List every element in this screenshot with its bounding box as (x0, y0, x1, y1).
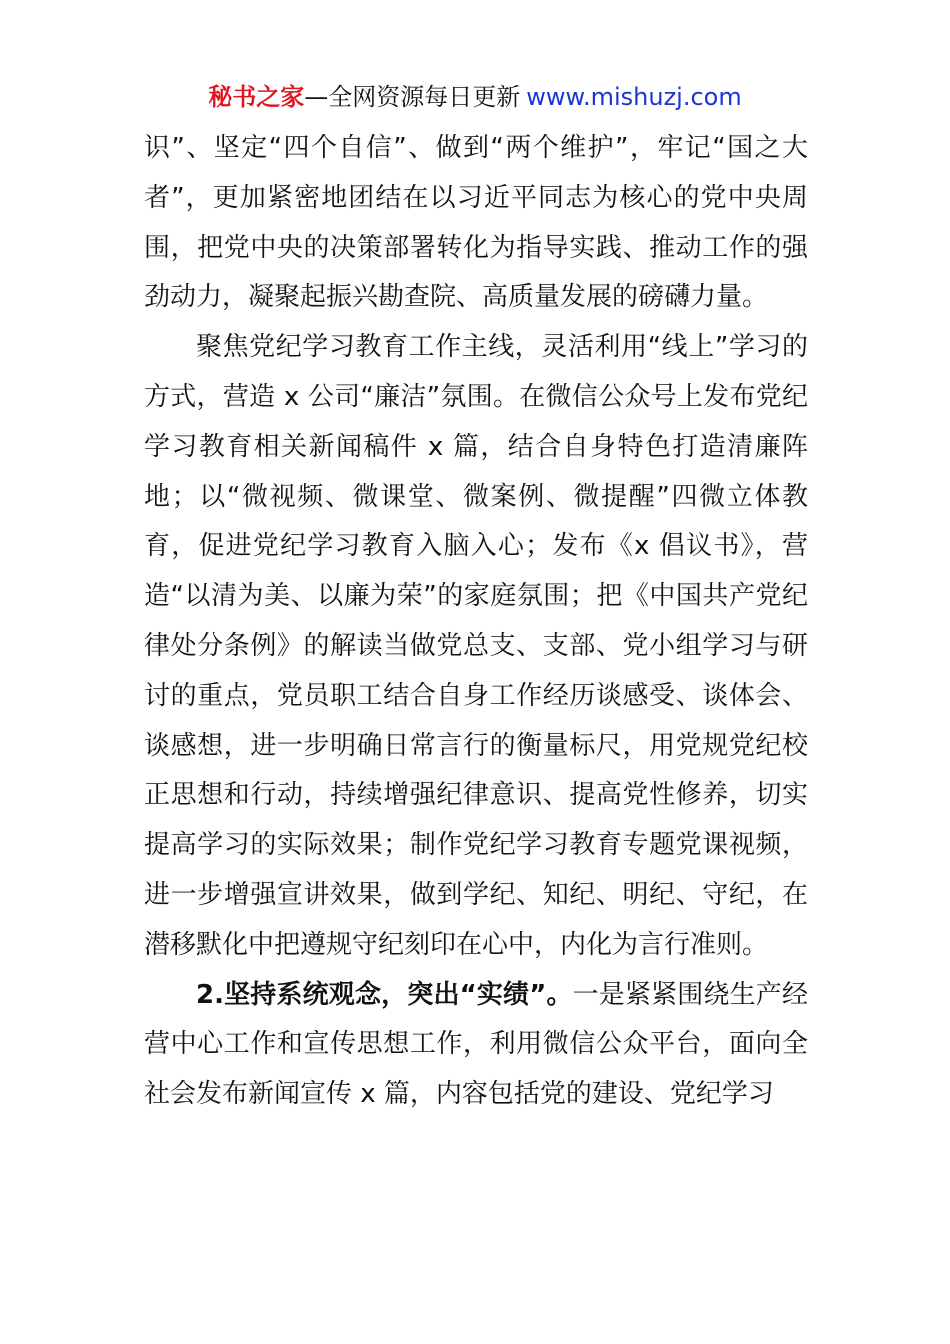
document-header (0, 80, 950, 114)
paragraph-continuation: 识”、坚定“四个自信”、做到“两个维护”，牢记“国之大者”，更加紧密地团结在以习近平同志为核心的党中央周围，把党中央的决策部署转化为指导实践、推动工作的强劲动力，凝聚起振兴勘查院、高质量发展的磅礴力量。 (144, 133, 808, 313)
document-body (144, 124, 808, 1120)
paragraph-discipline-education: 聚焦党纪学习教育工作主线，灵活利用“线上”学习的方式，营造 x 公司“廉洁”氛围。在微信公众号上发布党纪学习教育相关新闻稿件 x 篇，结合自身特色打造清廉阵地；以“微视频、微课堂、微案例、微提醒”四微立体教育，促进党纪学习教育入脑入心；发布《x 倡议书》，营造“以清为美、以廉为荣”的家庭氛围；把《中国共产党纪律处分条例》的解读当做党总支、支部、党小组学习与研讨的重点，党员职工结合自身工作经历谈感受、谈体会、谈感想，进一步明确日常言行的衡量标尺，用党规党纪校正思想和行动，持续增强纪律意识、提高党性修养，切实提高学习的实际效果；制作党纪学习教育专题党课视频，进一步增强宣讲效果，做到学纪、知纪、明纪、守纪，在潜移默化中把遵规守纪刻印在心中，内化为言行准则。 (144, 332, 808, 960)
section-heading: 2.坚持系统观念，突出“实绩”。 (196, 979, 573, 1010)
paragraph-system-concept (144, 971, 808, 1120)
header-tagline: —全网资源每日更新 (304, 83, 521, 111)
section-text: 一是紧紧围绕生产经营中心工作和宣传思想工作，利用微信公众平台，面向全社会发布新闻宣传 x 篇，内容包括党的建设、党纪学习 (144, 979, 808, 1110)
header-brand: 秘书之家 (208, 83, 305, 111)
header-url-link[interactable]: www.mishuzj.com (526, 83, 742, 111)
